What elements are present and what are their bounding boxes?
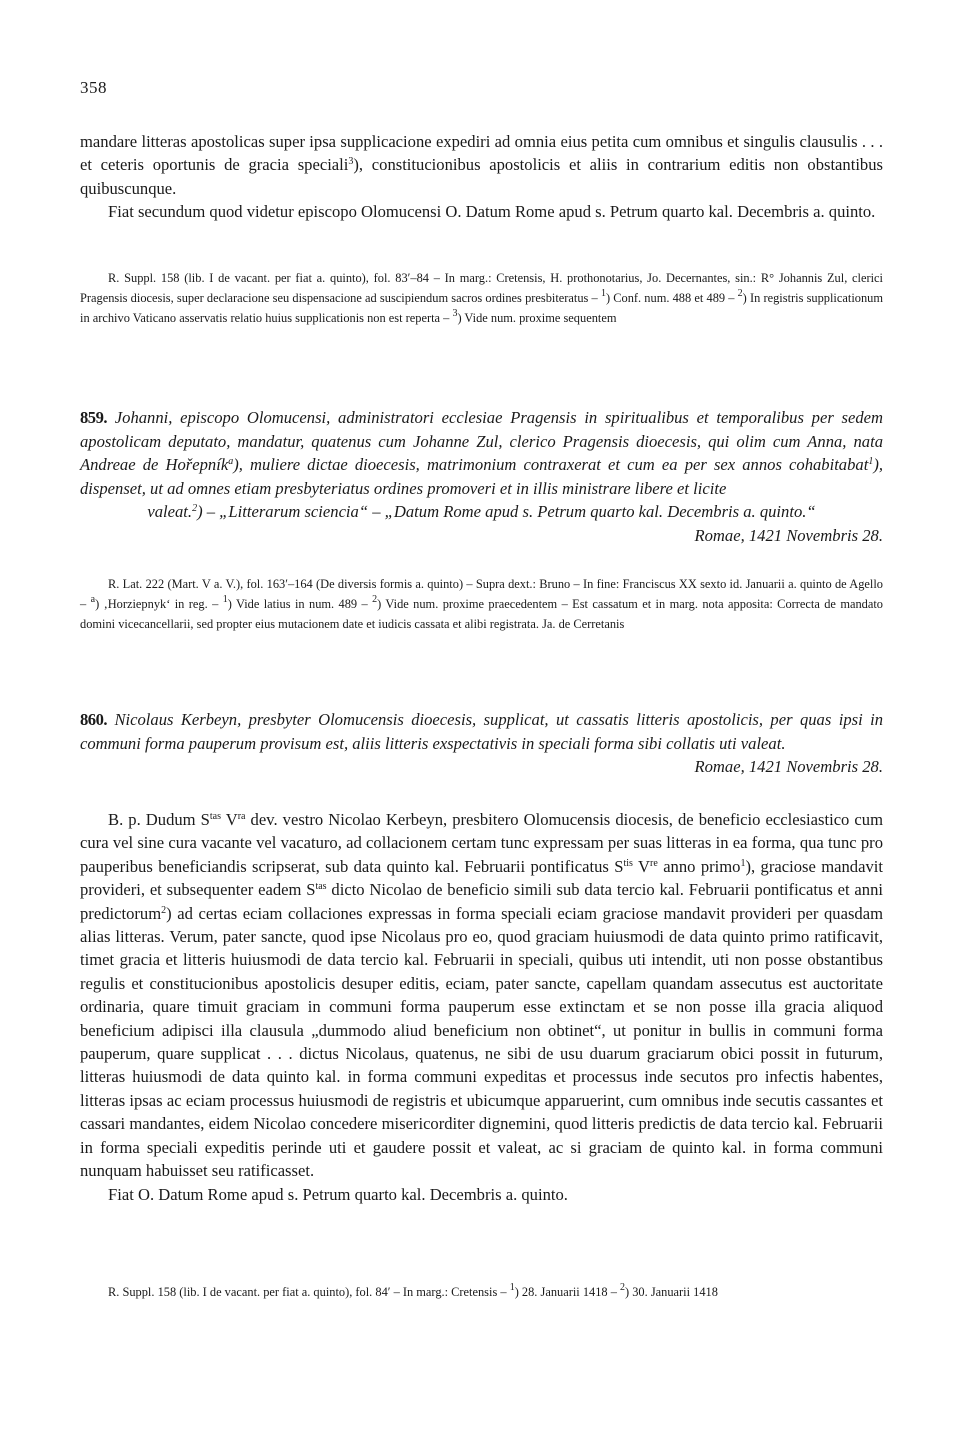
body-text: ) ad certas eciam collaciones expressas in forma speciali eciam graciose mandavit provideri per quasdam alias litteras. Verum, pater sancte, quod ipse Nicolaus pro eo, quod graciam huiusmodi de data quinto primo ratificavit, timet gracia et litteris huiusmodi de data tercio kal. Februarii in speciali, quibus uti intendit, uti non posse obstantibus regulis et constitucionibus apostolicis desuper editis, eciam, pater sancte, capellam quandam assecutus est auctoritate ordinaria, quare timuit graciam in communi forma pauperum esse extinctam et se non posse illa gracia aliquod beneficium adipisci illa clausula „dummodo aliud beneficium non obtinet“, ut ponitur in bullis in communi forma pauperum, quare supplicat . . . dictus Nicolaus, quatenus, ne sibi de usu duarum graciarum obici possit in futurum, litteras huiusmodi de data quinto kal. in forma communi expeditas et processus inde secutos pro infectis habentes, litteras ipsas ac eciam processus huiusmodi de registris et ubicumque apparuerint, cum omnibus inde secutis cassantes et cassari mandantes, eidem Nicolao concedere misericorditer dignemini, quod litteris predictis de data tercio kal. Februarii in forma speciali expeditis perinde uti et gaudere possit et valeat, ac si graciam de quinto kal. in forma communi nunquam habuisset seu ratificasset. — [80, 903, 883, 1181]
entry-860 — [80, 708, 883, 779]
place-date: Romae, 1421 Novembris 28. — [694, 757, 883, 777]
continuation-paragraph — [80, 130, 883, 200]
regest-text: ), dispenset, ut ad omnes etiam presbyteriatus ordines promoveri et in illis ministrare libere et licite — [80, 455, 883, 498]
apparatus-text: R. Suppl. 158 (lib. I de vacant. per fiat a. quinto), fol. 84′ – In marg.: Cretensis – — [108, 1285, 507, 1299]
critical-apparatus — [80, 1282, 883, 1302]
continuation-text: ), constitucionibus apostolicis et aliis in contrarium editis non obstantibus quibuscunque. — [80, 155, 883, 198]
body-text: V — [632, 856, 651, 876]
footnote-text: ) ‚Horziepnyk‘ in reg. – — [95, 597, 219, 612]
body-text: ), graciose mandavit provideri, et subsequenter eadem S — [80, 856, 883, 900]
footnote-text: ) Vide num. proxime praecedentem – Est cassatum et in marg. nota apposita: Correcta de mandato domini vicecancellarii, sed propter eius mutacionem date et iudicis cassata et alibi registrata. Ja. de Cerretanis — [80, 597, 883, 632]
regest-text: ) – „Litterarum sciencia“ – „Datum Rome apud s. Petrum quarto kal. Decembris a. quinto.“ — [197, 502, 816, 522]
footnote-marker: 3 — [452, 308, 458, 320]
regest-text: Nicolaus Kerbeyn, presbyter Olomucensis dioecesis, supplicat, ut cassatis litteris apostolicis, per quas ipsi in communi forma pauperum provisum est, aliis litteris exspectativis in speciali forma sibi collatis uti valeat. — [80, 710, 883, 753]
footnote-text: ) In registris supplicationum in archivo Vaticano asservatis relatio huius supplicationis non est reperta – — [80, 291, 883, 326]
body-text: V — [220, 810, 238, 829]
footnote-marker: 1 — [509, 1282, 515, 1293]
abbreviation-superscript: tas — [209, 811, 221, 822]
footnote-marker: 2 — [372, 594, 378, 606]
footnote-marker: 2 — [737, 288, 743, 300]
footnote-marker: a — [228, 456, 234, 468]
apparatus-text: R. Lat. 222 (Mart. V a. V.), fol. 163′–164 (De diversis formis a. quinto) – Supra dext.: Bruno – In fine: Franciscus XX sexto id. Januarii a. quinto de Agello – — [80, 577, 883, 612]
body-text: dev. vestro Nicolao Kerbeyn, presbitero Olomucensis diocesis, de beneficio ecclesiastico cum cura vel sine cura vacante vel vacaturo, ad collacionem certam tunc expressam per suas litteras in ea forma, qua tunc pro pauperibus beneficiandis scripserat, sub data quinto kal. Februarii pontificatus S — [80, 810, 883, 876]
continuation-text: mandare litteras apostolicas super ipsa supplicacione expediri ad omnia eius petita cum omnibus et singulis clausulis . . . et ceteris oportunis de gracia speciali — [80, 132, 883, 175]
abbreviation-superscript: tis — [623, 857, 633, 869]
entry-859-regest — [80, 406, 883, 524]
footnote-text: ) Vide num. proxime sequentem — [457, 311, 617, 326]
entry-859 — [80, 406, 883, 548]
entry-860-body — [80, 808, 883, 1206]
fiat-line: Fiat O. Datum Rome apud s. Petrum quarto kal. Decembris a. quinto. — [108, 1184, 568, 1204]
entry-860-notes — [80, 1282, 883, 1302]
fiat-line: Fiat secundum quod videtur episcopo Olomucensi O. Datum Rome apud s. Petrum quarto kal. Decembris a. quinto. — [108, 202, 876, 222]
footnote-text: ) Conf. num. 488 et 489 – — [605, 291, 735, 306]
apparatus-text: R. Suppl. 158 (lib. I de vacant. per fiat a. quinto), fol. 83′–84 – In marg.: Cretensis, H. prothonotarius, Jo. Decernantes, sin.: R° Johannis Zul, clerici Pragensis diocesis, super declaracione seu dispensacione ad suscipiendum sacros ordines presbiteratus – — [80, 271, 883, 306]
entry-number: 860. — [80, 710, 108, 729]
footnote-marker: 1 — [868, 456, 874, 468]
abbreviation-superscript: ra — [237, 811, 246, 822]
footnote-text: ) 28. Januarii 1418 – — [514, 1285, 617, 1299]
footnote-marker: 2 — [620, 1282, 626, 1293]
critical-apparatus — [80, 268, 883, 329]
footnote-text: ) 30. Januarii 1418 — [625, 1285, 718, 1299]
footnote-marker: a — [90, 594, 96, 606]
body-text: anno primo — [657, 856, 741, 876]
entry-859-notes — [80, 574, 883, 635]
place-date: Romae, 1421 Novembris 28. — [694, 525, 883, 545]
abbreviation-superscript: re — [650, 857, 658, 869]
footnote-marker: 2 — [161, 904, 167, 916]
footnote-marker: 1 — [740, 857, 746, 869]
regest-last-line — [80, 500, 883, 524]
body-text: B. p. Dudum S — [108, 810, 210, 829]
abbreviation-superscript: tas — [315, 881, 327, 893]
entry-858-notes — [80, 268, 883, 329]
page-number: 358 — [80, 78, 107, 97]
regest-text: Johanni, episcopo Olomucensi, administratori ecclesiae Pragensis in spiritualibus et temporalibus per sedem apostolicam deputato, mandatur, quatenus cum Johanne Zul, clerico Pragensis dioecesis, qui olim cum Anna, nata Andreae de Hořepník — [80, 408, 883, 475]
body-text: dicto Nicolao de beneficio simili sub data tercio kal. Februarii pontificatus et anni predictorum — [80, 880, 883, 923]
footnote-text: ) Vide latius in num. 489 – — [227, 597, 368, 612]
regest-text: ), muliere dictae dioecesis, matrimonium contraxerat et cum ea per sex annos cohabitabat — [233, 455, 869, 475]
regest-text: valeat. — [147, 502, 193, 522]
critical-apparatus — [80, 574, 883, 635]
entry-number: 859. — [80, 408, 108, 427]
footnote-marker: 3 — [348, 156, 354, 168]
footnote-marker: 1 — [600, 288, 606, 300]
footnote-marker: 2 — [192, 503, 198, 515]
entry-860-regest — [80, 708, 883, 755]
footnote-marker: 1 — [222, 594, 228, 606]
supplication-text — [80, 808, 883, 1183]
entry-858-continuation — [80, 130, 883, 224]
